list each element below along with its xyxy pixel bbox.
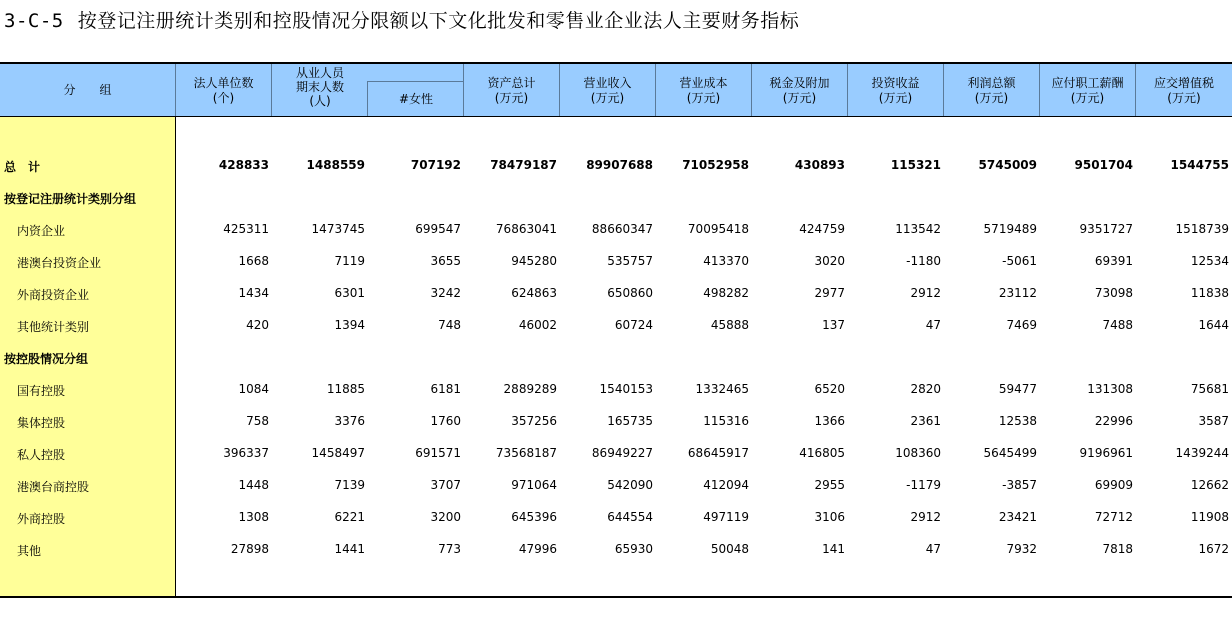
table-cell: 12538 (998, 414, 1037, 428)
table-cell: 1544755 (1170, 158, 1229, 172)
table-cell: 3376 (334, 414, 365, 428)
table-row (0, 538, 1232, 562)
table-cell: 1439244 (1175, 446, 1229, 460)
table-cell: 11908 (1190, 510, 1229, 524)
table-cell: -1179 (906, 478, 941, 492)
table-cell: 430893 (794, 158, 845, 172)
row-label: 集体控股 (17, 416, 66, 430)
table-cell: 3242 (430, 286, 461, 300)
table-cell: 413370 (703, 254, 749, 268)
table-cell: 498282 (703, 286, 749, 300)
table-cell: 624863 (511, 286, 557, 300)
table-row (0, 474, 1232, 498)
table-cell: -1180 (906, 254, 941, 268)
table-cell: 5645499 (983, 446, 1037, 460)
row-label: 国有控股 (17, 384, 66, 398)
table-code: 3-C-5 (4, 10, 64, 32)
table-cell: 644554 (607, 510, 653, 524)
table-cell: 6301 (334, 286, 365, 300)
row-label: 内资企业 (17, 224, 66, 238)
table-cell: 11885 (326, 382, 365, 396)
table-cell: 645396 (511, 510, 557, 524)
table-cell: 73098 (1094, 286, 1133, 300)
table-cell: 46002 (518, 318, 557, 332)
table-cell: 11838 (1190, 286, 1229, 300)
table-row (0, 410, 1232, 434)
table-cell: 7119 (334, 254, 365, 268)
header-col-tax: 税金及附加 (万元) (752, 64, 848, 117)
table-cell: 76863041 (495, 222, 557, 236)
table-title (4, 6, 799, 33)
table-cell: 7818 (1102, 542, 1133, 556)
table-cell: 1672 (1198, 542, 1229, 556)
table-cell: 1366 (814, 414, 845, 428)
table-row (0, 314, 1232, 338)
table-cell: 50048 (710, 542, 749, 556)
table-cell: 1308 (238, 510, 269, 524)
table-cell: 113542 (895, 222, 941, 236)
table-cell: 773 (438, 542, 461, 556)
table-cell: 2977 (814, 286, 845, 300)
header-col-employees: 从业人员 期末人数 (人) #女性 (272, 64, 464, 117)
table-cell: 2955 (814, 478, 845, 492)
table-cell: 5745009 (978, 158, 1037, 172)
table-cell: 1458497 (311, 446, 365, 460)
table-cell: 2889289 (503, 382, 557, 396)
header-col-revenue: 营业收入 (万元) (560, 64, 656, 117)
header-col-payroll: 应付职工薪酬 (万元) (1040, 64, 1136, 117)
table-cell: 1760 (430, 414, 461, 428)
table-cell: 1668 (238, 254, 269, 268)
table-title-text: 按登记注册统计类别和控股情况分限额以下文化批发和零售业企业法人主要财务指标 (77, 10, 800, 32)
table-cell: 1644 (1198, 318, 1229, 332)
row-label: 其他 (17, 544, 42, 558)
table-cell: 1332465 (695, 382, 749, 396)
table-cell: 497119 (703, 510, 749, 524)
table-cell: 1434 (238, 286, 269, 300)
table-cell: 7139 (334, 478, 365, 492)
table-cell: 108360 (895, 446, 941, 460)
total-row (0, 154, 1232, 178)
table-cell: 2912 (910, 510, 941, 524)
table-cell: 6181 (430, 382, 461, 396)
table-cell: 70095418 (687, 222, 749, 236)
header-col-cost: 营业成本 (万元) (656, 64, 752, 117)
row-label: 其他统计类别 (17, 320, 90, 334)
table-cell: 3106 (814, 510, 845, 524)
table-cell: 27898 (230, 542, 269, 556)
table-cell: 3655 (430, 254, 461, 268)
table-row (0, 250, 1232, 274)
table-cell: 12534 (1190, 254, 1229, 268)
table-cell: 3020 (814, 254, 845, 268)
table-cell: 416805 (799, 446, 845, 460)
header-col-profit: 利润总额 (万元) (944, 64, 1040, 117)
table-cell: 3587 (1198, 414, 1229, 428)
table-cell: 60724 (614, 318, 653, 332)
header-group: 分 组 (0, 64, 176, 117)
header-col-assets: 资产总计 (万元) (464, 64, 560, 117)
table-cell: 1473745 (311, 222, 365, 236)
row-label: 港澳台商控股 (17, 480, 90, 494)
table-cell: 115321 (890, 158, 941, 172)
table-cell: 542090 (607, 478, 653, 492)
header-col-units: 法人单位数 (个) (176, 64, 272, 117)
table-bottom-rule (0, 596, 1232, 598)
table-cell: 137 (822, 318, 845, 332)
table-cell: 45888 (710, 318, 749, 332)
section-header-row (0, 346, 1232, 370)
table-cell: 1441 (334, 542, 365, 556)
table-cell: 71052958 (682, 158, 749, 172)
table-cell: 3200 (430, 510, 461, 524)
table-cell: 2912 (910, 286, 941, 300)
header-col-investment: 投资收益 (万元) (848, 64, 944, 117)
row-label: 外商投资企业 (17, 288, 90, 302)
table-cell: 73568187 (495, 446, 557, 460)
table-cell: 5719489 (983, 222, 1037, 236)
table-cell: 7488 (1102, 318, 1133, 332)
table-cell: 6221 (334, 510, 365, 524)
row-label: 私人控股 (17, 448, 66, 462)
table-cell: 165735 (607, 414, 653, 428)
table-cell: 47 (925, 318, 941, 332)
table-cell: 65930 (614, 542, 653, 556)
table-cell: 23112 (998, 286, 1037, 300)
header-col-vat: 应交增值税 (万元) (1153, 75, 1214, 105)
table-cell: 9196961 (1079, 446, 1133, 460)
table-cell: 69391 (1094, 254, 1133, 268)
table-cell: 1540153 (599, 382, 653, 396)
table-row (0, 378, 1232, 402)
table-cell: -3857 (1002, 478, 1037, 492)
row-label: 港澳台投资企业 (17, 256, 102, 270)
table-cell: 12662 (1190, 478, 1229, 492)
table-cell: 75681 (1190, 382, 1229, 396)
table-cell: -5061 (1002, 254, 1037, 268)
header-bottom-rule (0, 116, 1232, 117)
table-cell: 945280 (511, 254, 557, 268)
table-cell: 412094 (703, 478, 749, 492)
table-cell: 424759 (799, 222, 845, 236)
table-cell: 7932 (1006, 542, 1037, 556)
row-label: 总 计 (4, 160, 41, 174)
table-cell: 691571 (415, 446, 461, 460)
table-cell: 22996 (1094, 414, 1133, 428)
table-cell: 1488559 (306, 158, 365, 172)
table-cell: 420 (246, 318, 269, 332)
table-cell: 1518739 (1175, 222, 1229, 236)
table-cell: 1084 (238, 382, 269, 396)
table-cell: 9351727 (1079, 222, 1133, 236)
table-row (0, 218, 1232, 242)
table-cell: 6520 (814, 382, 845, 396)
table-cell: 1394 (334, 318, 365, 332)
section-label: 按控股情况分组 (4, 352, 89, 366)
table-cell: 1448 (238, 478, 269, 492)
table-cell: 2361 (910, 414, 941, 428)
header-col-female: #女性 (398, 92, 434, 106)
table-cell: 3707 (430, 478, 461, 492)
table-cell: 357256 (511, 414, 557, 428)
table-cell: 425311 (223, 222, 269, 236)
table-cell: 9501704 (1074, 158, 1133, 172)
table-cell: 141 (822, 542, 845, 556)
table-cell: 69909 (1094, 478, 1133, 492)
table-header (0, 64, 1232, 117)
table-row (0, 506, 1232, 530)
table-cell: 650860 (607, 286, 653, 300)
table-cell: 47996 (518, 542, 557, 556)
row-label: 外商控股 (17, 512, 66, 526)
table-cell: 88660347 (591, 222, 653, 236)
table-cell: 131308 (1087, 382, 1133, 396)
table-cell: 396337 (223, 446, 269, 460)
table-cell: 971064 (511, 478, 557, 492)
table-cell: 535757 (607, 254, 653, 268)
table-cell: 428833 (218, 158, 269, 172)
table-cell: 699547 (415, 222, 461, 236)
table-cell: 47 (925, 542, 941, 556)
table-row (0, 282, 1232, 306)
table-cell: 7469 (1006, 318, 1037, 332)
table-cell: 23421 (998, 510, 1037, 524)
table-cell: 748 (438, 318, 461, 332)
table-cell: 86949227 (591, 446, 653, 460)
section-label: 按登记注册统计类别分组 (4, 192, 137, 206)
table-cell: 59477 (998, 382, 1037, 396)
table-cell: 758 (246, 414, 269, 428)
table-cell: 707192 (410, 158, 461, 172)
table-cell: 2820 (910, 382, 941, 396)
table-cell: 115316 (703, 414, 749, 428)
table-cell: 68645917 (687, 446, 749, 460)
table-cell: 89907688 (586, 158, 653, 172)
section-header-row (0, 186, 1232, 210)
table-row (0, 442, 1232, 466)
table-cell: 78479187 (490, 158, 557, 172)
table-cell: 72712 (1094, 510, 1133, 524)
